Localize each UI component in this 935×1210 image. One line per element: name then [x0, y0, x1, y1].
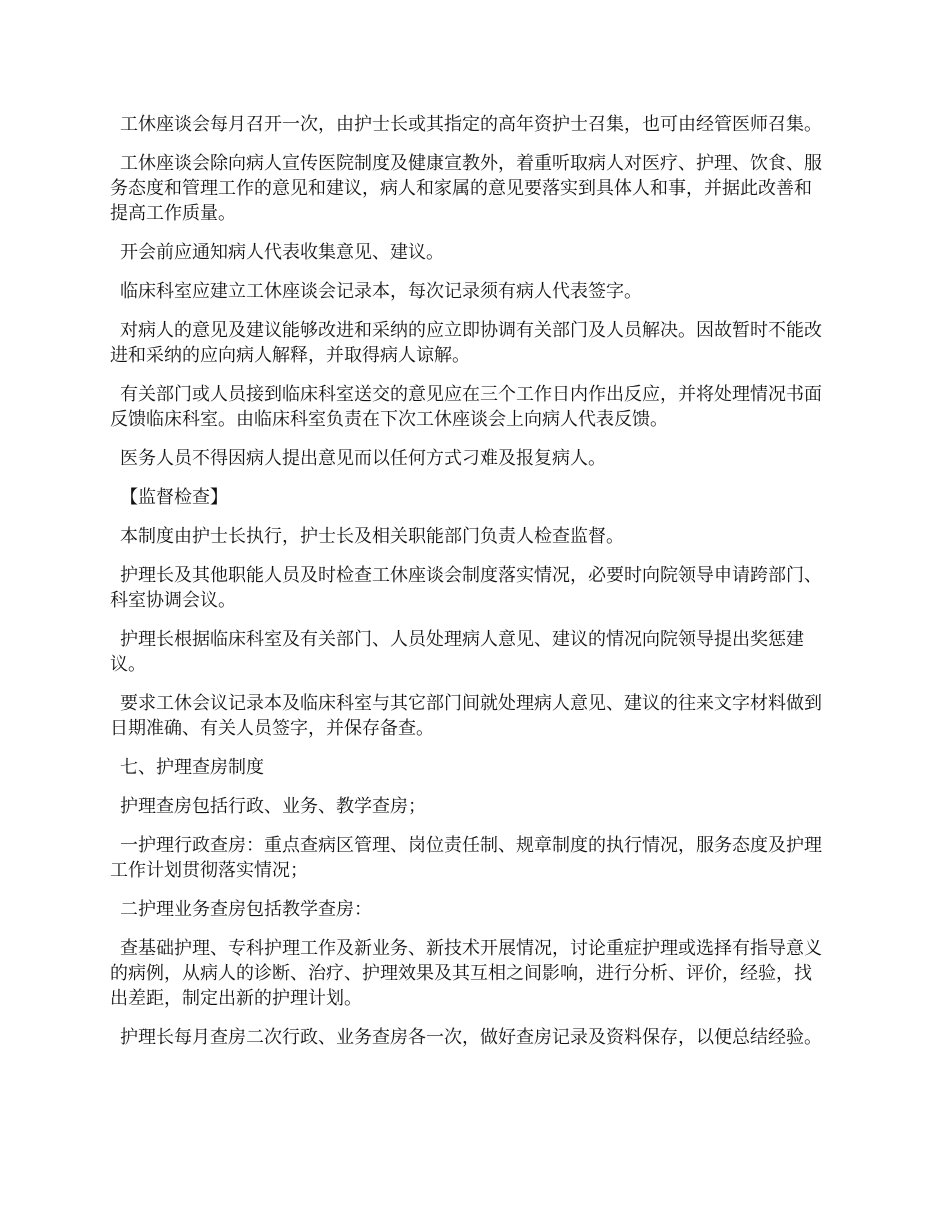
paragraph-16: 二护理业务查房包括教学查房： — [120, 899, 372, 920]
paragraph-2: 工休座谈会除向病人宣传医院制度及健康宣教外，着重听取病人对医疗、护理、饮食、服务态度和管理工作的意见和建议，病人和家属的意见要落实到具体人和事，并据此改善和提高工作质量。 — [110, 153, 822, 224]
paragraph-11: 护理长根据临床科室及有关部门、人员处理病人意见、建议的情况向院领导提出奖惩建议。 — [110, 629, 804, 675]
paragraph-15: 一护理行政查房：重点查病区管理、岗位责任制、规章制度的执行情况，服务态度及护理工作计划贯彻落实情况； — [110, 835, 822, 881]
paragraph-5: 对病人的意见及建议能够改进和采纳的应立即协调有关部门及人员解决。因故暂时不能改进和采纳的应向病人解释，并取得病人谅解。 — [110, 320, 822, 366]
paragraph-10: 护理长及其他职能人员及时检查工休座谈会制度落实情况，必要时向院领导申请跨部门、科室协调会议。 — [110, 565, 822, 611]
paragraph-18: 护理长每月查房二次行政、业务查房各一次，做好查房记录及资料保存，以便总结经验。 — [120, 1027, 822, 1048]
section-heading-ward-rounds: 七、护理查房制度 — [120, 757, 264, 778]
paragraph-7: 医务人员不得因病人提出意见而以任何方式刁难及报复病人。 — [120, 448, 606, 469]
paragraph-9: 本制度由护士长执行，护士长及相关职能部门负责人检查监督。 — [120, 526, 624, 547]
paragraph-14: 护理查房包括行政、业务、教学查房； — [120, 796, 426, 817]
paragraph-6: 有关部门或人员接到临床科室送交的意见应在三个工作日内作出反应，并将处理情况书面反馈临床科室。由临床科室负责在下次工休座谈会上向病人代表反馈。 — [110, 384, 822, 430]
paragraph-17: 查基础护理、专科护理工作及新业务、新技术开展情况，讨论重症护理或选择有指导意义的病例，从病人的诊断、治疗、护理效果及其互相之间影响，进行分析、评价，经验，找出差距，制定出新的护理计划。 — [110, 938, 822, 1009]
section-heading-supervision: 【监督检查】 — [120, 487, 228, 508]
paragraph-3: 开会前应通知病人代表收集意见、建议。 — [120, 242, 444, 263]
paragraph-12: 要求工休会议记录本及临床科室与其它部门间就处理病人意见、建议的往来文字材料做到日期准确、有关人员签字，并保存备查。 — [110, 693, 822, 739]
paragraph-1: 工休座谈会每月召开一次，由护士长或其指定的高年资护士召集，也可由经管医师召集。 — [120, 114, 822, 135]
paragraph-4: 临床科室应建立工休座谈会记录本，每次记录须有病人代表签字。 — [120, 281, 642, 302]
